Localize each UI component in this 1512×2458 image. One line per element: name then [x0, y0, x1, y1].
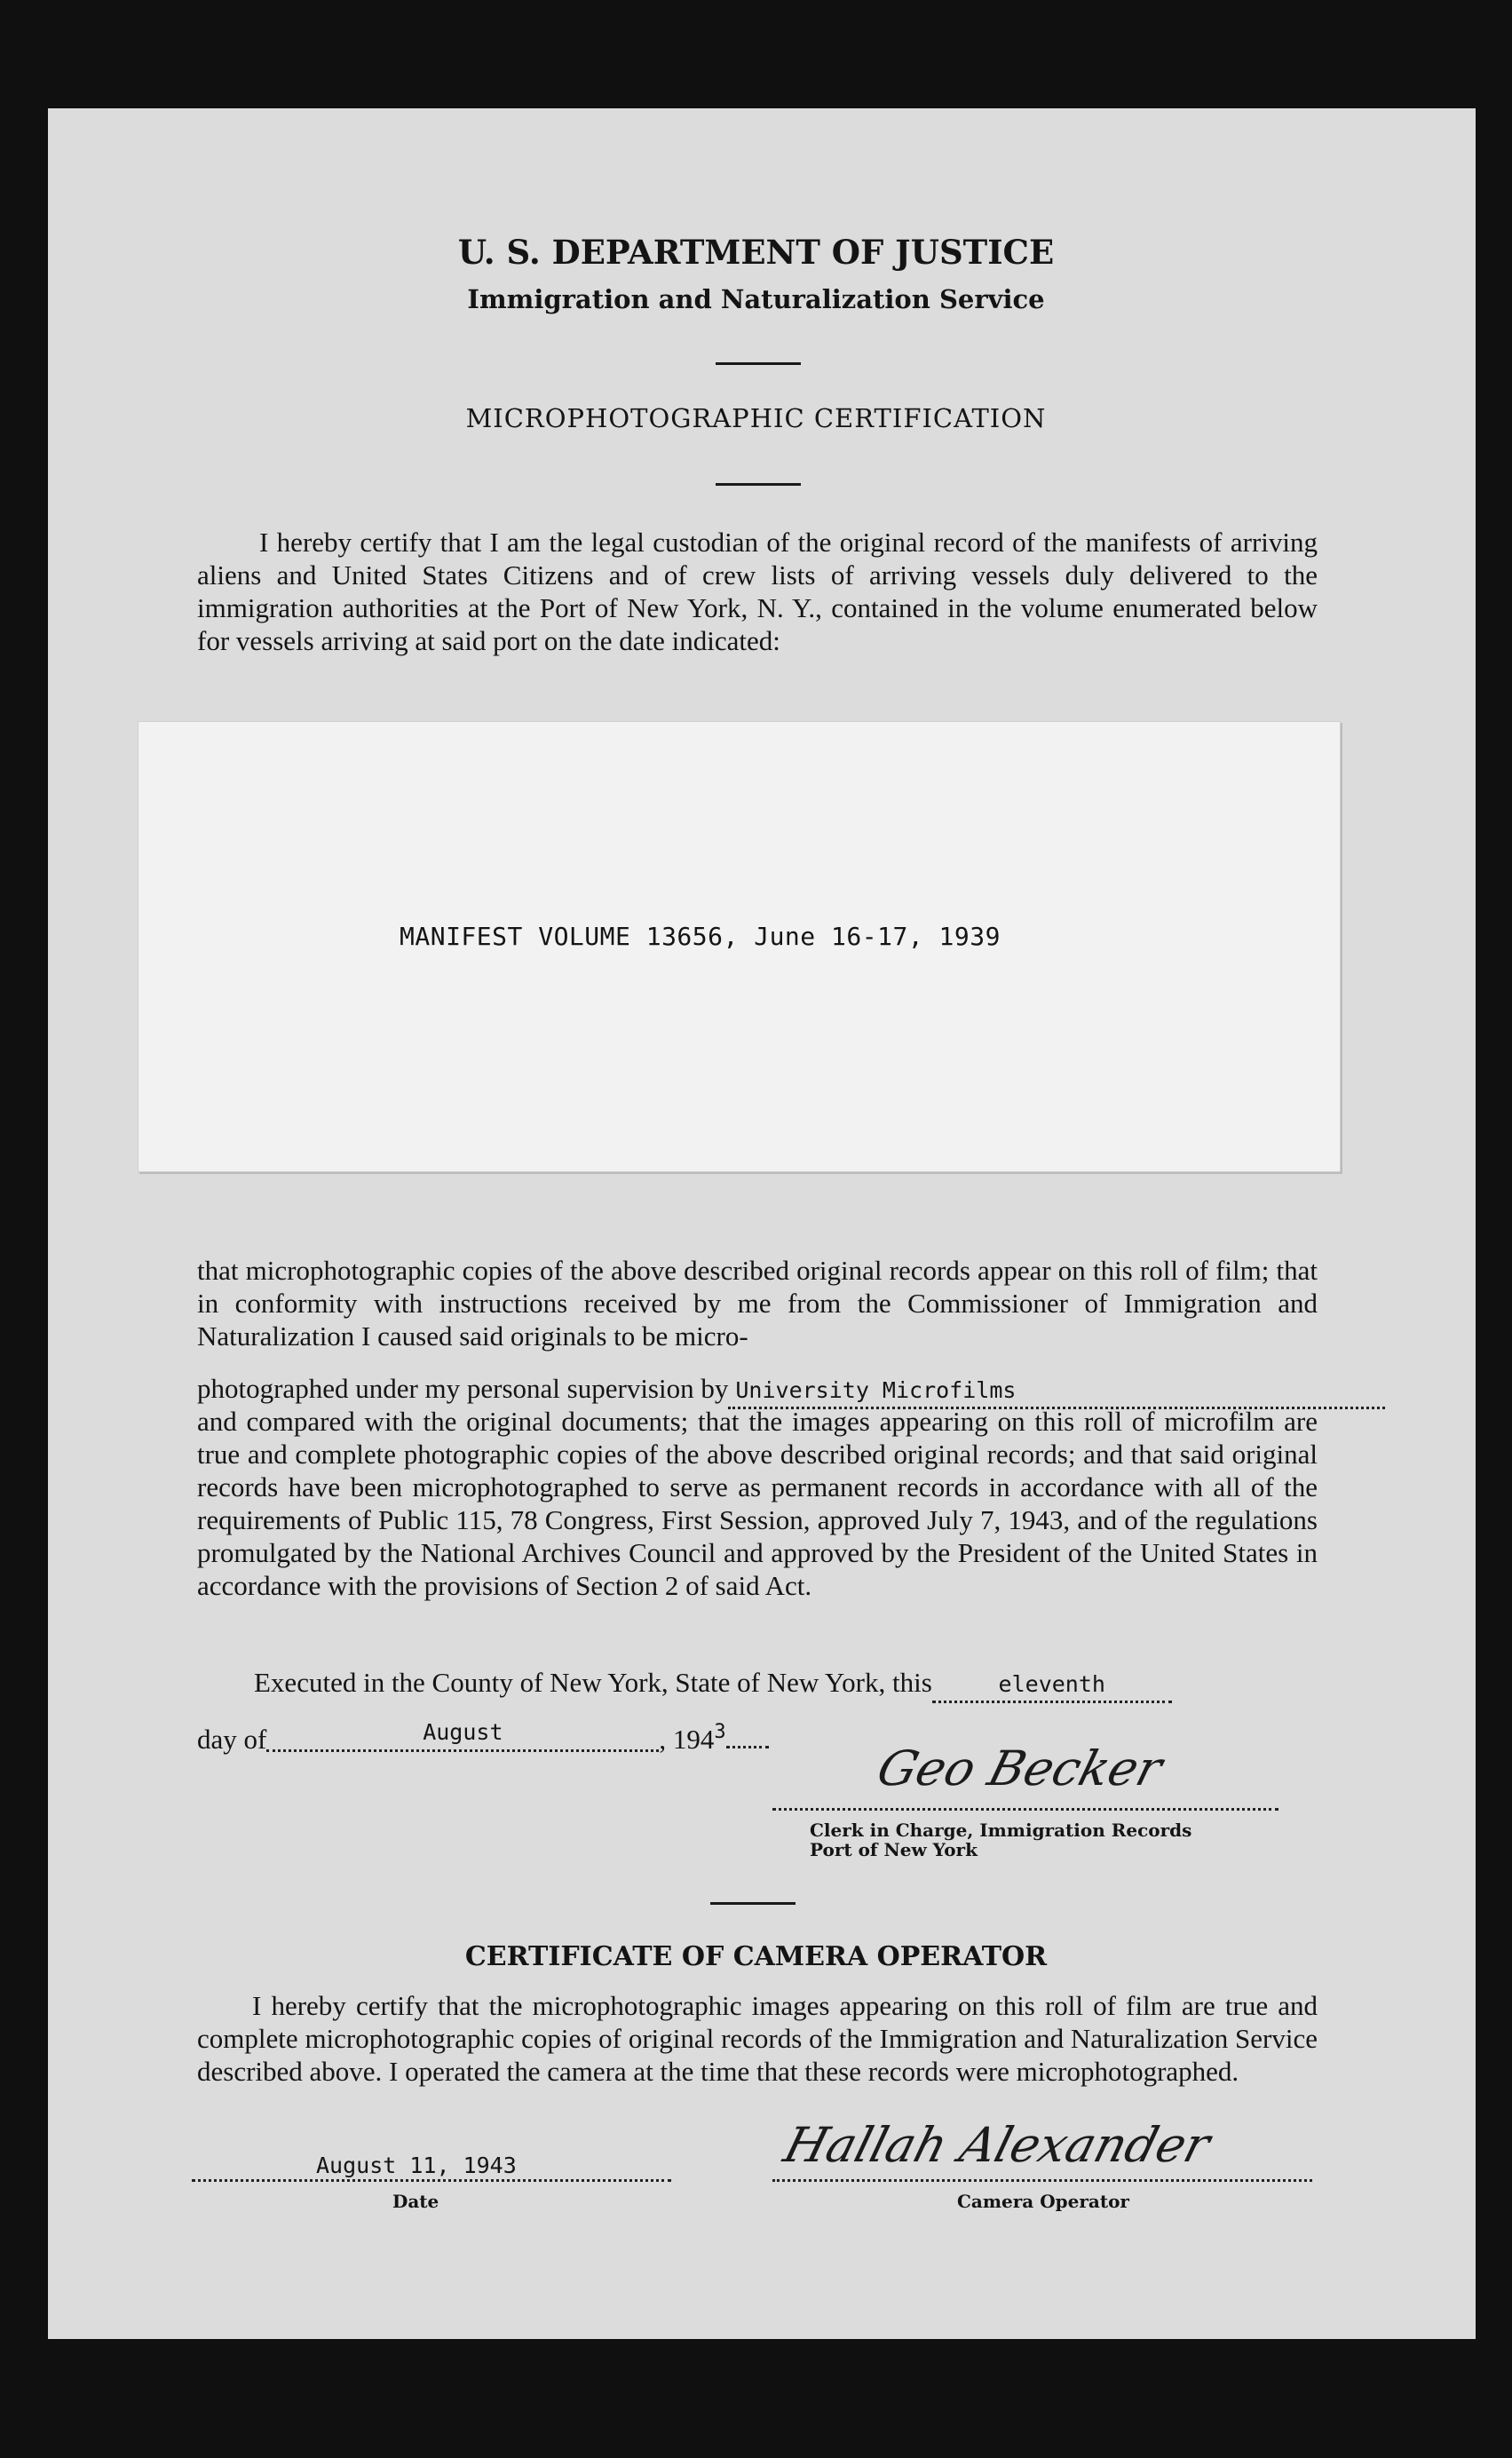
clerk-signature: Geo Becker: [871, 1740, 1168, 1796]
year-digit: 3: [714, 1721, 726, 1743]
service-subheading: Immigration and Naturalization Service: [467, 284, 1045, 314]
intro-paragraph: I hereby certify that I am the legal custodian of the original record of the manifests of arriving aliens and United States Citizens and of crew lists of arriving vessels duly delivered to the immigration authorities at the Port of New York, N. Y., contained in the volume enumerated below for vessels arriving at said port on the date indicated:: [197, 527, 1318, 656]
clerk-signature-line: [772, 1808, 1278, 1811]
execution-day-field: [932, 1666, 1172, 1703]
supervisor-name: University Microfilms: [735, 1377, 1017, 1403]
certification-title: MICROPHOTOGRAPHIC CERTIFICATION: [465, 403, 1047, 433]
operator-signature-line: [772, 2179, 1312, 2182]
date-line: [192, 2179, 671, 2182]
year-dots: [726, 1746, 769, 1748]
supervision-line: [197, 1372, 1385, 1409]
supervisor-field: [728, 1372, 1385, 1409]
execution-date-line: [197, 1719, 769, 1759]
clerk-title-line1: Clerk in Charge, Immigration Records: [810, 1820, 1192, 1841]
execution-day: eleventh: [998, 1671, 1105, 1697]
year-prefix: , 194: [659, 1724, 715, 1755]
camera-operator-signature: Hallah Alexander: [778, 2117, 1216, 2173]
supervision-prefix: photographed under my personal supervision by: [197, 1373, 729, 1404]
camera-operator-label: Camera Operator: [957, 2191, 1129, 2212]
day-of-label: day of: [197, 1724, 267, 1755]
camera-operator-paragraph: I hereby certify that the microphotographic images appearing on this roll of film are true and complete microphotographic copies of original records of the Immigration and Naturalization Service described above. I operated the camera at the time that these records were microphotographed.: [197, 1990, 1318, 2087]
divider: [710, 1902, 796, 1905]
execution-month-field: [266, 1719, 659, 1752]
clerk-title-line2: Port of New York: [810, 1839, 978, 1860]
date-label: Date: [392, 2191, 439, 2212]
divider: [716, 483, 801, 486]
camera-date: August 11, 1943: [316, 2153, 517, 2178]
divider: [716, 362, 801, 365]
clerk-title: [810, 1820, 1191, 1859]
execution-line: [254, 1666, 1172, 1703]
execution-month: August: [423, 1719, 503, 1745]
execution-prefix: Executed in the County of New York, State of New York, this: [254, 1667, 932, 1698]
manifest-volume-label: MANIFEST VOLUME 13656, June 16-17, 1939: [400, 922, 1001, 951]
certification-body-rest: and compared with the original documents; that the images appearing on this roll of microfilm are true and complete photographic copies of the above described original records; and that said original records have been microphotographed to serve as permanent records in accordance with all of the requirements of Public 115, 78 Congress, First Session, approved July 7, 1943, and of the regulations promulgated by the National Archives Council and approved by the President of the United States in accordance with the provisions of Section 2 of said Act.: [197, 1406, 1318, 1601]
camera-operator-title: CERTIFICATE OF CAMERA OPERATOR: [464, 1941, 1048, 1972]
certification-body-line1: that microphotographic copies of the above described original records appear on this roll of film; that in conformity with instructions received by me from the Commissioner of Immigration and Naturalization I caused said originals to be micro-: [197, 1255, 1318, 1352]
department-heading: U. S. DEPARTMENT OF JUSTICE: [457, 233, 1055, 272]
